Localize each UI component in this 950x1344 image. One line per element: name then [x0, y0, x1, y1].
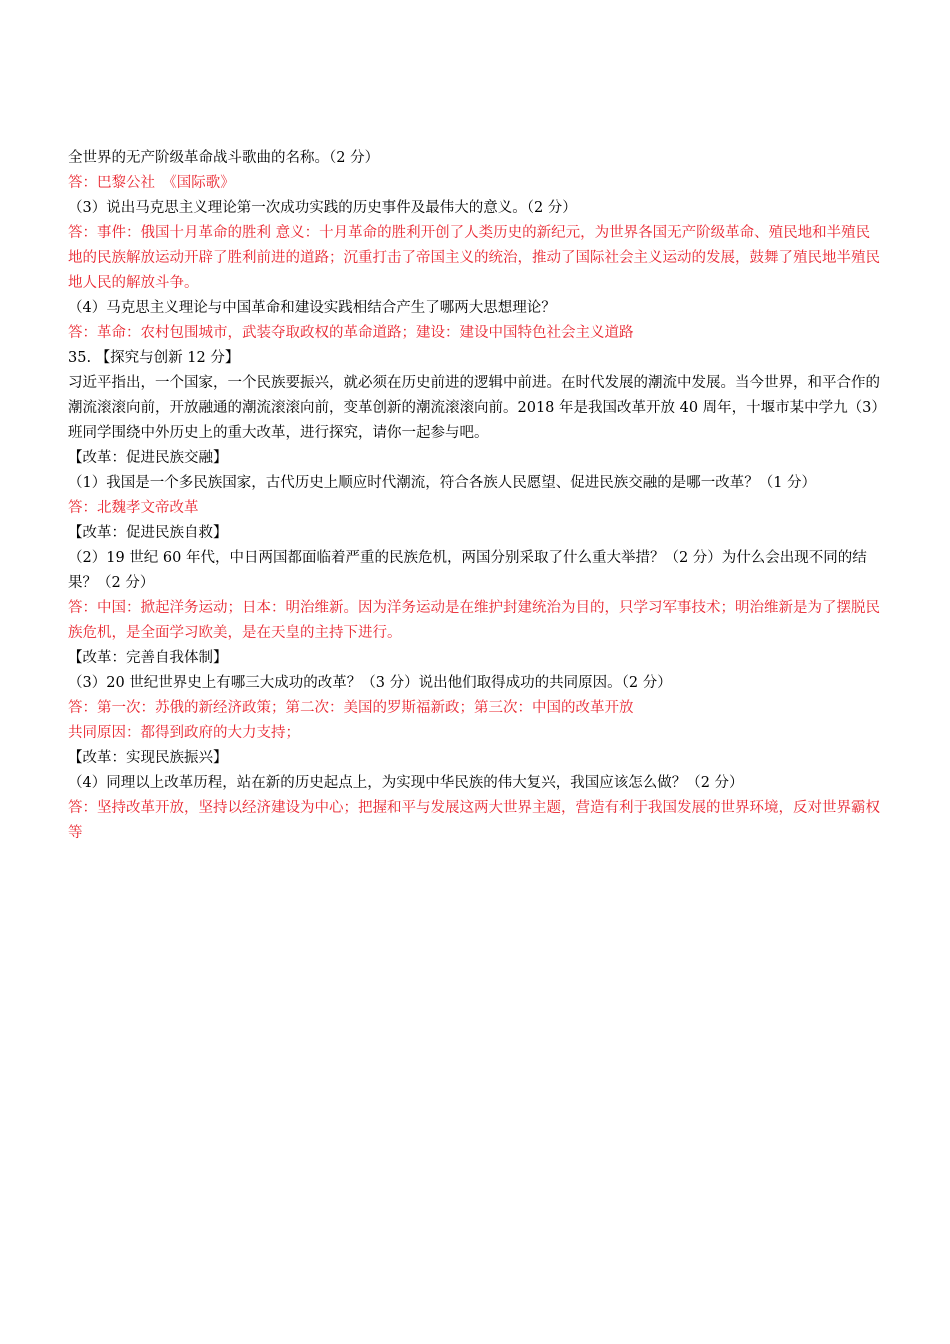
answer-line: 答：中国：掀起洋务运动；日本：明治维新。因为洋务运动是在维护封建统治为目的，只学习军事技术；明治维新是为了摆脱民族危机，是全面学习欧美，是在天皇的主持下进行。	[68, 600, 880, 641]
document-body	[68, 146, 884, 846]
question-line: 【改革：实现民族振兴】	[68, 750, 228, 766]
question-line: （1）我国是一个多民族国家，古代历史上顺应时代潮流，符合各族人民愿望、促进民族交融的是哪一改革？（1 分）	[68, 475, 817, 491]
answer-line: 共同原因：都得到政府的大力支持；	[68, 725, 300, 741]
answer-line: 答：第一次：苏俄的新经济政策；第二次：美国的罗斯福新政；第三次：中国的改革开放	[68, 700, 634, 716]
question-line: （2）19 世纪 60 年代，中日两国都面临着严重的民族危机，两国分别采取了什么重大举措？（2 分）为什么会出现不同的结果？（2 分）	[68, 550, 867, 591]
answer-line: 答：巴黎公社 《国际歌》	[68, 175, 235, 191]
question-line: 【改革：促进民族交融】	[68, 450, 228, 466]
question-line: （4）同理以上改革历程，站在新的历史起点上，为实现中华民族的伟大复兴，我国应该怎么做？（2 分）	[68, 775, 744, 791]
question-line: 全世界的无产阶级革命战斗歌曲的名称。（2 分）	[68, 150, 380, 166]
question-line: 35. 【探究与创新 12 分】	[68, 350, 240, 366]
answer-line: 答：坚持改革开放，坚持以经济建设为中心；把握和平与发展这两大世界主题，营造有利于我国发展的世界环境，反对世界霸权等	[68, 800, 880, 841]
answer-line: 答：事件：俄国十月革命的胜利 意义：十月革命的胜利开创了人类历史的新纪元，为世界各国无产阶级革命、殖民地和半殖民地的民族解放运动开辟了胜利前进的道路；沉重打击了帝国主义的统治，推动了国际社会主义运动的发展，鼓舞了殖民地半殖民地人民的解放斗争。	[68, 225, 880, 291]
question-line: （3）20 世纪世界史上有哪三大成功的改革？（3 分）说出他们取得成功的共同原因。（2 分）	[68, 675, 672, 691]
question-line: 【改革：促进民族自救】	[68, 525, 228, 541]
question-line: （4）马克思主义理论与中国革命和建设实践相结合产生了哪两大思想理论？	[68, 300, 556, 316]
answer-line: 答：北魏孝文帝改革	[68, 500, 199, 516]
question-line: （3）说出马克思主义理论第一次成功实践的历史事件及最伟大的意义。（2 分）	[68, 200, 577, 216]
question-line: 【改革：完善自我体制】	[68, 650, 228, 666]
answer-line: 答：革命：农村包围城市，武装夺取政权的革命道路；建设：建设中国特色社会主义道路	[68, 325, 634, 341]
question-line: 习近平指出，一个国家，一个民族要振兴，就必须在历史前进的逻辑中前进。在时代发展的潮流中发展。当今世界，和平合作的潮流滚滚向前，开放融通的潮流滚滚向前，变革创新的潮流滚滚向前。2018 年是我国改革开放 40 周年，十堰市某中学九（3）班同学围绕中外历史上的重大改革，进行探究，请你一起参与吧。	[68, 375, 880, 441]
